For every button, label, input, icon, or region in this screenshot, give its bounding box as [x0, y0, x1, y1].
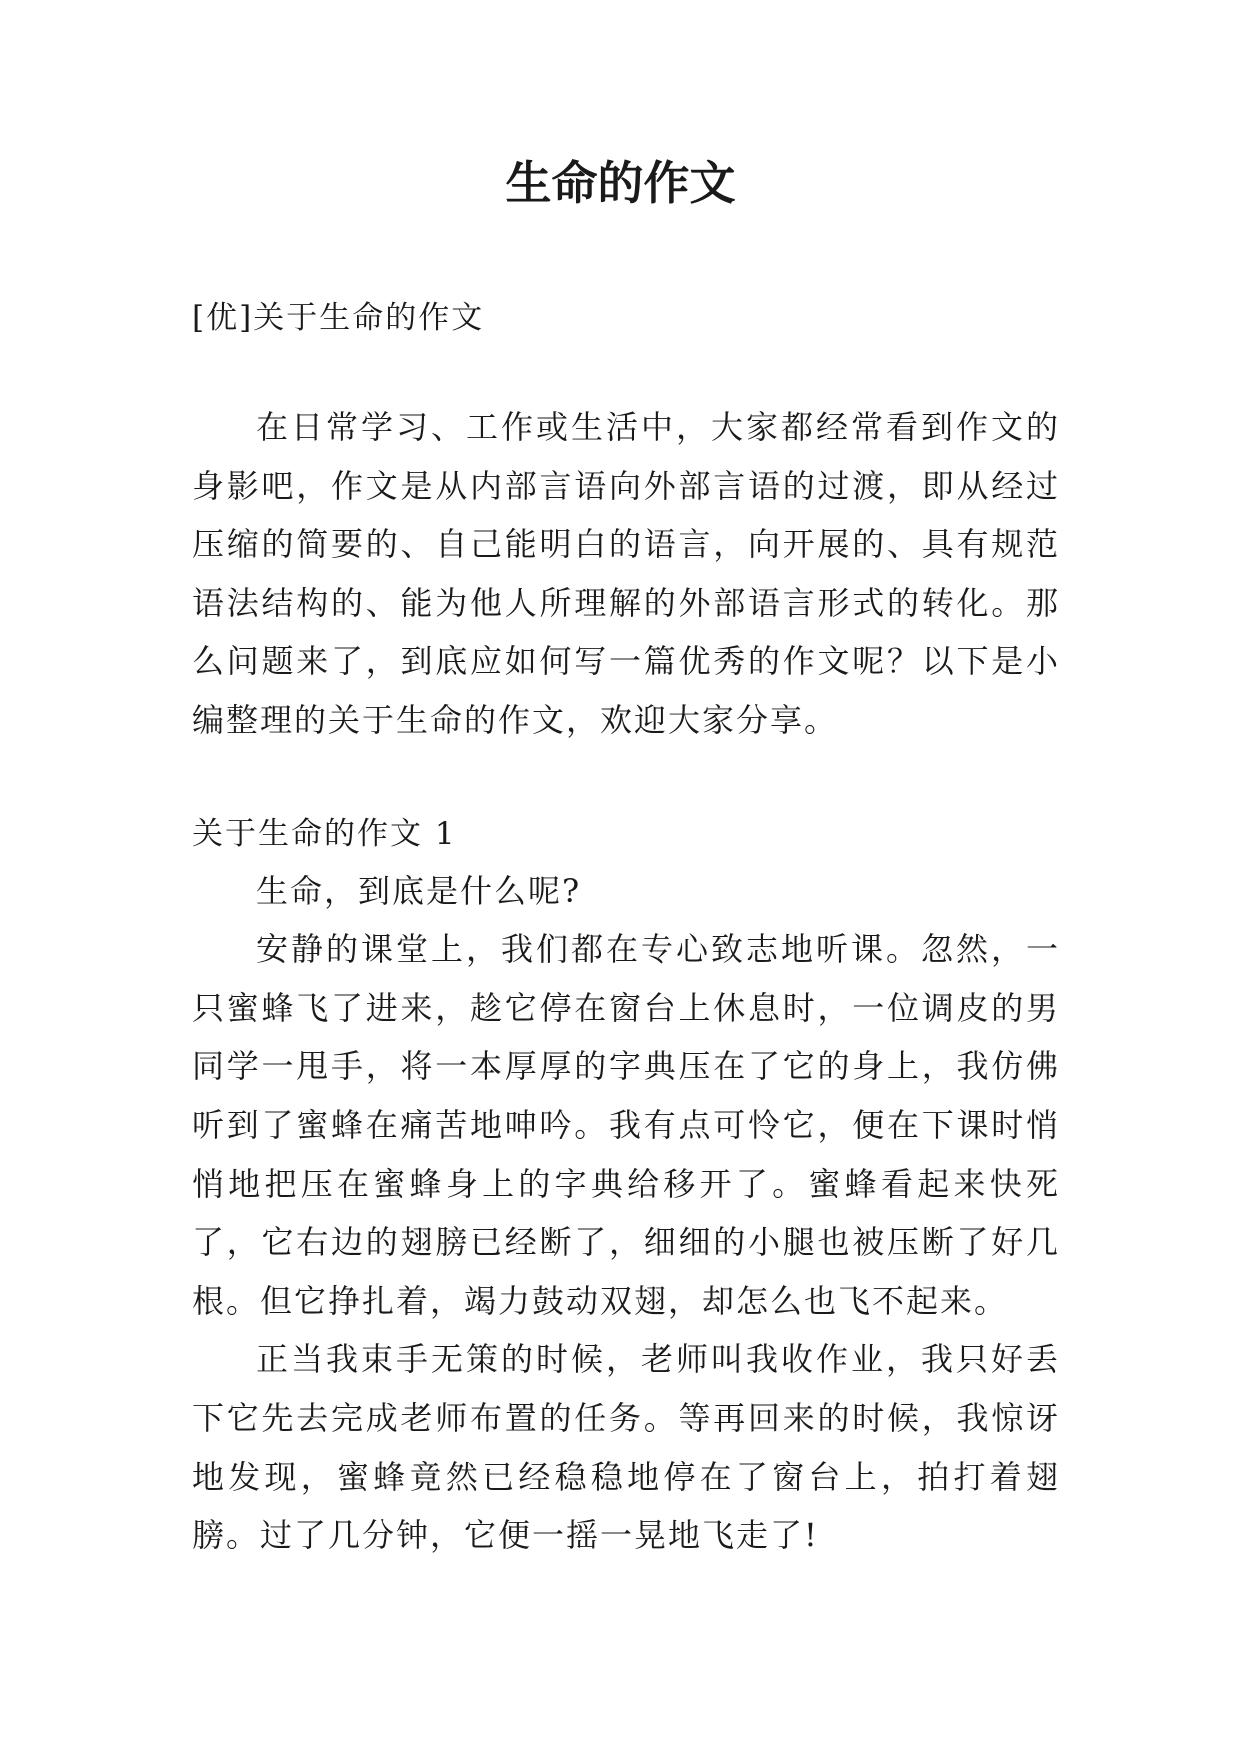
section-heading: 关于生命的作文 1 — [192, 815, 457, 852]
body-paragraph: 生命，到底是什么呢? — [256, 871, 582, 910]
document-body — [192, 290, 1060, 1565]
document-title: 生命的作文 — [505, 156, 736, 210]
intro-paragraph: 在日常学习、工作或生活中，大家都经常看到作文的身影吧，作文是从内部言语向外部言语的过渡，即从经过压缩的简要的、自己能明白的语言，向开展的、具有规范语法结构的、能为他人所理解的外部语言形式的转化。那么问题来了，到底应如何写一篇优秀的作文呢？以下是小编整理的关于生命的作文，欢迎大家分享。 — [192, 408, 1060, 739]
body-paragraph: 正当我束手无策的时候，老师叫我收作业，我只好丢下它先去完成老师布置的任务。等再回来的时候，我惊讶地发现，蜜蜂竟然已经稳稳地停在了窗台上，拍打着翅膀。过了几分钟，它便一摇一晃地飞走了! — [192, 1340, 1060, 1555]
body-paragraph: 安静的课堂上，我们都在专心致志地听课。忽然，一只蜜蜂飞了进来，趁它停在窗台上休息时，一位调皮的男同学一甩手，将一本厚厚的字典压在了它的身上，我仿佛听到了蜜蜂在痛苦地呻吟。我有点可怜它，便在下课时悄悄地把压在蜜蜂身上的字典给移开了。蜜蜂看起来快死了，它右边的翅膀已经断了，细细的小腿也被压断了好几根。但它挣扎着，竭力鼓动双翅，却怎么也飞不起来。 — [192, 930, 1060, 1320]
document-subtitle: [优]关于生命的作文 — [192, 300, 485, 336]
